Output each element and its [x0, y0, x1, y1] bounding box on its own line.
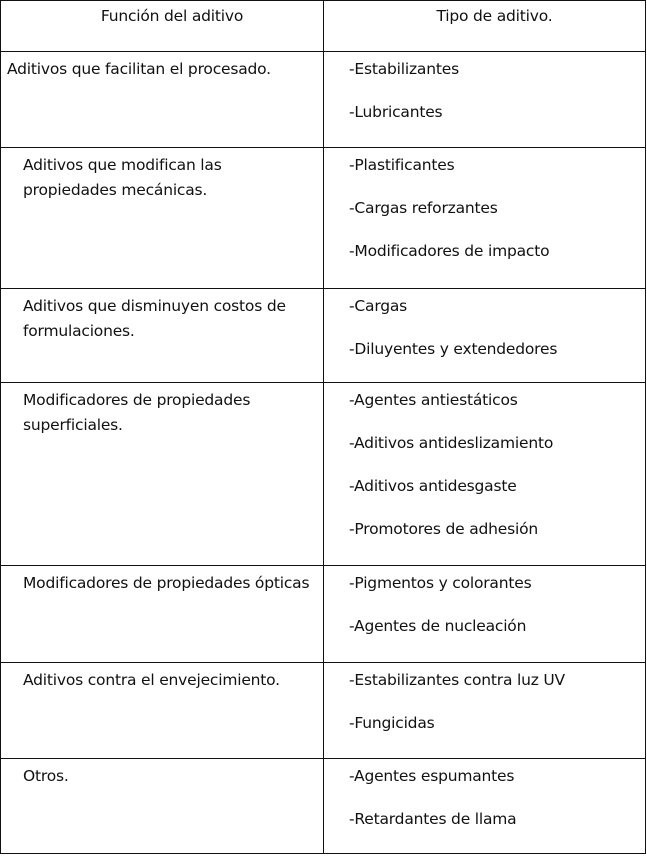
table-row	[1, 148, 646, 289]
additive-type-item: -Diluyentes y extendedores	[349, 340, 558, 358]
additive-type-item: -Cargas	[349, 297, 408, 315]
type-cell	[324, 663, 646, 759]
function-cell: Modificadores de propiedades superficiales.	[1, 383, 324, 566]
table-row	[1, 663, 646, 759]
type-cell	[324, 566, 646, 663]
table-row	[1, 289, 646, 383]
function-cell: Aditivos que modifican las propiedades mecánicas.	[1, 148, 324, 289]
table-row	[1, 52, 646, 148]
additive-type-item: -Modificadores de impacto	[349, 242, 550, 260]
function-cell: Modificadores de propiedades ópticas	[1, 566, 324, 663]
type-cell	[324, 759, 646, 854]
function-cell: Aditivos que disminuyen costos de formulaciones.	[1, 289, 324, 383]
additive-type-item: -Aditivos antideslizamiento	[349, 434, 554, 452]
additive-type-item: -Estabilizantes	[349, 60, 459, 78]
additive-type-item: -Estabilizantes contra luz UV	[349, 671, 565, 689]
additive-type-item: -Plastificantes	[349, 156, 455, 174]
header-function: Función del aditivo	[1, 1, 324, 52]
function-cell: Otros.	[1, 759, 324, 854]
additive-type-item: -Promotores de adhesión	[349, 520, 538, 538]
additive-type-item: -Lubricantes	[349, 103, 443, 121]
type-cell	[324, 383, 646, 566]
table-row	[1, 383, 646, 566]
type-cell	[324, 289, 646, 383]
function-cell: Aditivos que facilitan el procesado.	[1, 52, 324, 148]
table-header-row	[1, 1, 646, 52]
table-row	[1, 566, 646, 663]
table-body	[1, 52, 646, 854]
additive-type-item: -Fungicidas	[349, 714, 435, 732]
additive-type-item: -Agentes de nucleación	[349, 617, 527, 635]
type-cell	[324, 148, 646, 289]
function-cell: Aditivos contra el envejecimiento.	[1, 663, 324, 759]
additive-type-item: -Agentes espumantes	[349, 767, 515, 785]
additive-type-item: -Pigmentos y colorantes	[349, 574, 532, 592]
table-row	[1, 759, 646, 854]
type-cell	[324, 52, 646, 148]
additive-type-item: -Agentes antiestáticos	[349, 391, 518, 409]
additive-type-item: -Aditivos antidesgaste	[349, 477, 517, 495]
additive-type-item: -Retardantes de llama	[349, 810, 517, 828]
header-type: Tipo de aditivo.	[324, 1, 646, 52]
additive-type-item: -Cargas reforzantes	[349, 199, 498, 217]
